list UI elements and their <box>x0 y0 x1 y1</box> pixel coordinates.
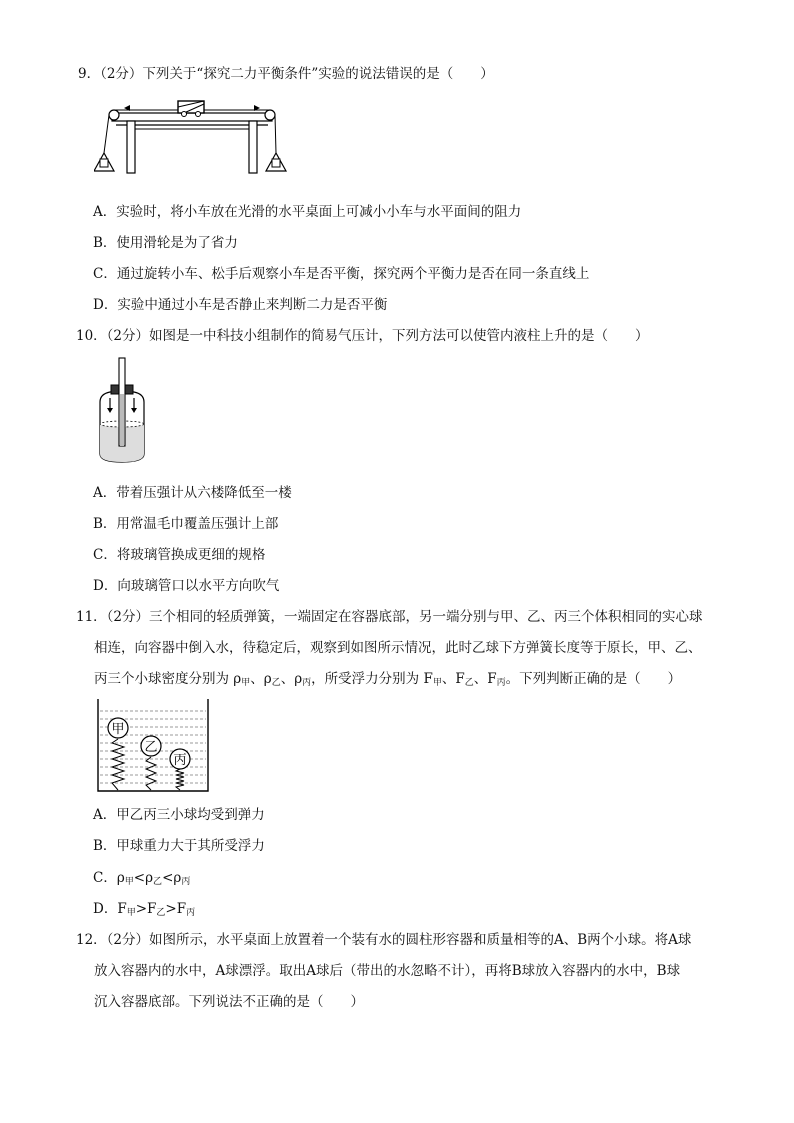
question-11-option-b[interactable]: B．甲球重力大于其所受浮力 <box>93 838 265 854</box>
question-11-stem-line-1: 11．（2分）三个相同的轻质弹簧，一端固定在容器底部，另一端分别与甲、乙、丙三个体积相同的实心球 <box>76 609 703 625</box>
ball-label-bing: 丙 <box>173 753 187 768</box>
balance-experiment-figure <box>94 95 294 175</box>
question-11-option-d[interactable]: D．$F_甲>F_乙>F_丙$ <box>93 901 196 918</box>
question-10-option-c[interactable]: C．将玻璃管换成更细的规格 <box>93 547 266 563</box>
question-11-option-c[interactable]: C．$\rho_甲<\rho_乙<\rho_丙$ <box>93 870 191 887</box>
question-11-stem-line-3: 丙三个小球密度分别为 $\rho_甲$、$\rho_乙$、$\rho_丙$，所受浮力分别为 $F_甲$、$F_乙$、$F_丙$。下列判断正确的是（ ） <box>94 671 682 688</box>
question-9-option-d[interactable]: D．实验中通过小车是否静止来判断二力是否平衡 <box>93 297 388 313</box>
question-9-option-b[interactable]: B．使用滑轮是为了省力 <box>93 235 238 251</box>
question-9-option-a[interactable]: A．实验时，将小车放在光滑的水平桌面上可减小小车与水平面间的阻力 <box>93 204 522 220</box>
question-11-stem-line-2: 相连，向容器中倒入水，待稳定后，观察到如图所示情况，此时乙球下方弹簧长度等于原长，甲、乙、 <box>94 640 702 656</box>
question-10-option-b[interactable]: B．用常温毛巾覆盖压强计上部 <box>93 516 279 532</box>
question-12-stem-line-3: 沉入容器底部。下列说法不正确的是（ ） <box>94 994 364 1010</box>
ball-label-jia: 甲 <box>111 722 125 737</box>
question-9-option-c[interactable]: C．通过旋转小车、松手后观察小车是否平衡，探究两个平衡力是否在同一条直线上 <box>93 266 590 282</box>
question-9-stem: 9．（2分）下列关于“探究二力平衡条件”实验的说法错误的是（ ） <box>78 66 494 82</box>
question-10-option-d[interactable]: D．向玻璃管口以水平方向吹气 <box>93 578 280 594</box>
barometer-figure <box>94 356 150 466</box>
question-12-stem-line-2: 放入容器内的水中，A球漂浮。取出A球后（带出的水忽略不计），再将B球放入容器内的水中，B球 <box>94 963 681 979</box>
question-12-stem-line-1: 12．（2分）如图所示，水平桌面上放置着一个装有水的圆柱形容器和质量相等的A、B两个小球。将A球 <box>76 932 692 948</box>
question-10-option-a[interactable]: A．带着压强计从六楼降低至一楼 <box>93 485 292 501</box>
question-10-stem: 10．（2分）如图是一中科技小组制作的简易气压计，下列方法可以使管内液柱上升的是（ ） <box>76 328 649 344</box>
ball-label-yi: 乙 <box>144 740 158 755</box>
springs-container-figure <box>96 697 212 795</box>
question-11-option-a[interactable]: A．甲乙丙三小球均受到弹力 <box>93 807 265 823</box>
